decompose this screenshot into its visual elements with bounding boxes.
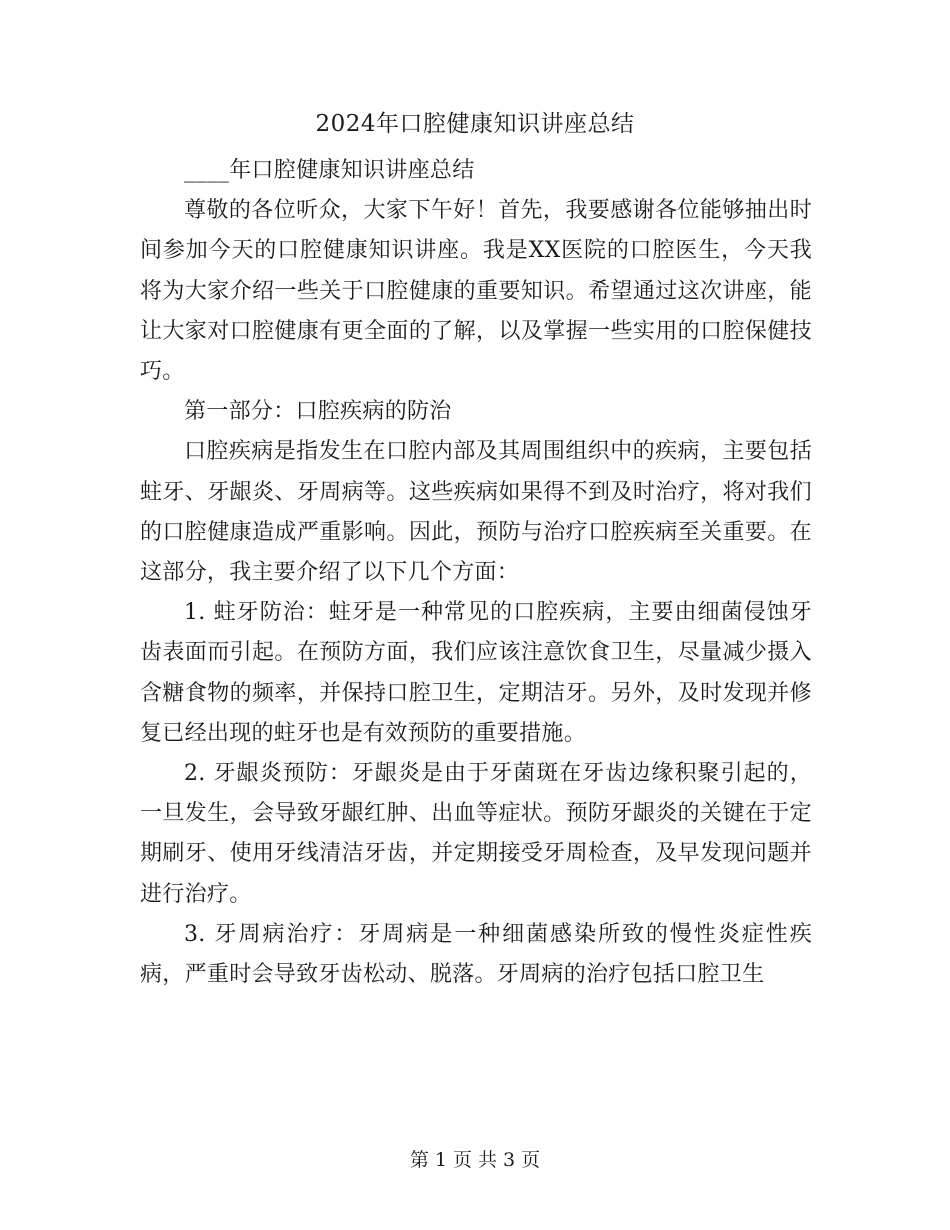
- list-item: 2. 牙龈炎预防：牙龈炎是由于牙菌斑在牙齿边缘积聚引起的，一旦发生，会导致牙龈红肿、出血等症状。预防牙龈炎的关键在于定期刷牙、使用牙线清洁牙齿，并定期接受牙周检查，及早发现问题并进行治疗。: [140, 761, 812, 907]
- document-title: 2024年口腔健康知识讲座总结: [315, 111, 635, 137]
- paragraph: 口腔疾病是指发生在口腔内部及其周围组织中的疾病，主要包括蛀牙、牙龈炎、牙周病等。这些疾病如果得不到及时治疗，将对我们的口腔健康造成严重影响。因此，预防与治疗口腔疾病至关重要。在这部分，我主要介绍了以下几个方面：: [140, 439, 812, 586]
- paragraph: ____年口腔健康知识讲座总结: [184, 158, 475, 183]
- list-item: 1. 蛀牙防治：蛀牙是一种常见的口腔疾病，主要由细菌侵蚀牙齿表面而引起。在预防方面，我们应该注意饮食卫生，尽量减少摄入含糖食物的频率，并保持口腔卫生，定期洁牙。另外，及时发现并修复已经出现的蛀牙也是有效预防的重要措施。: [140, 600, 812, 746]
- document-body: [140, 151, 812, 995]
- section-heading: 第一部分：口腔疾病的防治: [184, 399, 452, 425]
- paragraph: 尊敬的各位听众，大家下午好！首先，我要感谢各位能够抽出时间参加今天的口腔健康知识讲座。我是XX医院的口腔医生，今天我将为大家介绍一些关于口腔健康的重要知识。希望通过这次讲座，能让大家对口腔健康有更全面的了解，以及掌握一些实用的口腔保健技巧。: [140, 198, 812, 385]
- list-item: 3. 牙周病治疗：牙周病是一种细菌感染所致的慢性炎症性疾病，严重时会导致牙齿松动、脱落。牙周病的治疗包括口腔卫生: [140, 921, 812, 988]
- page-number-footer: 第 1 页 共 3 页: [409, 1149, 541, 1171]
